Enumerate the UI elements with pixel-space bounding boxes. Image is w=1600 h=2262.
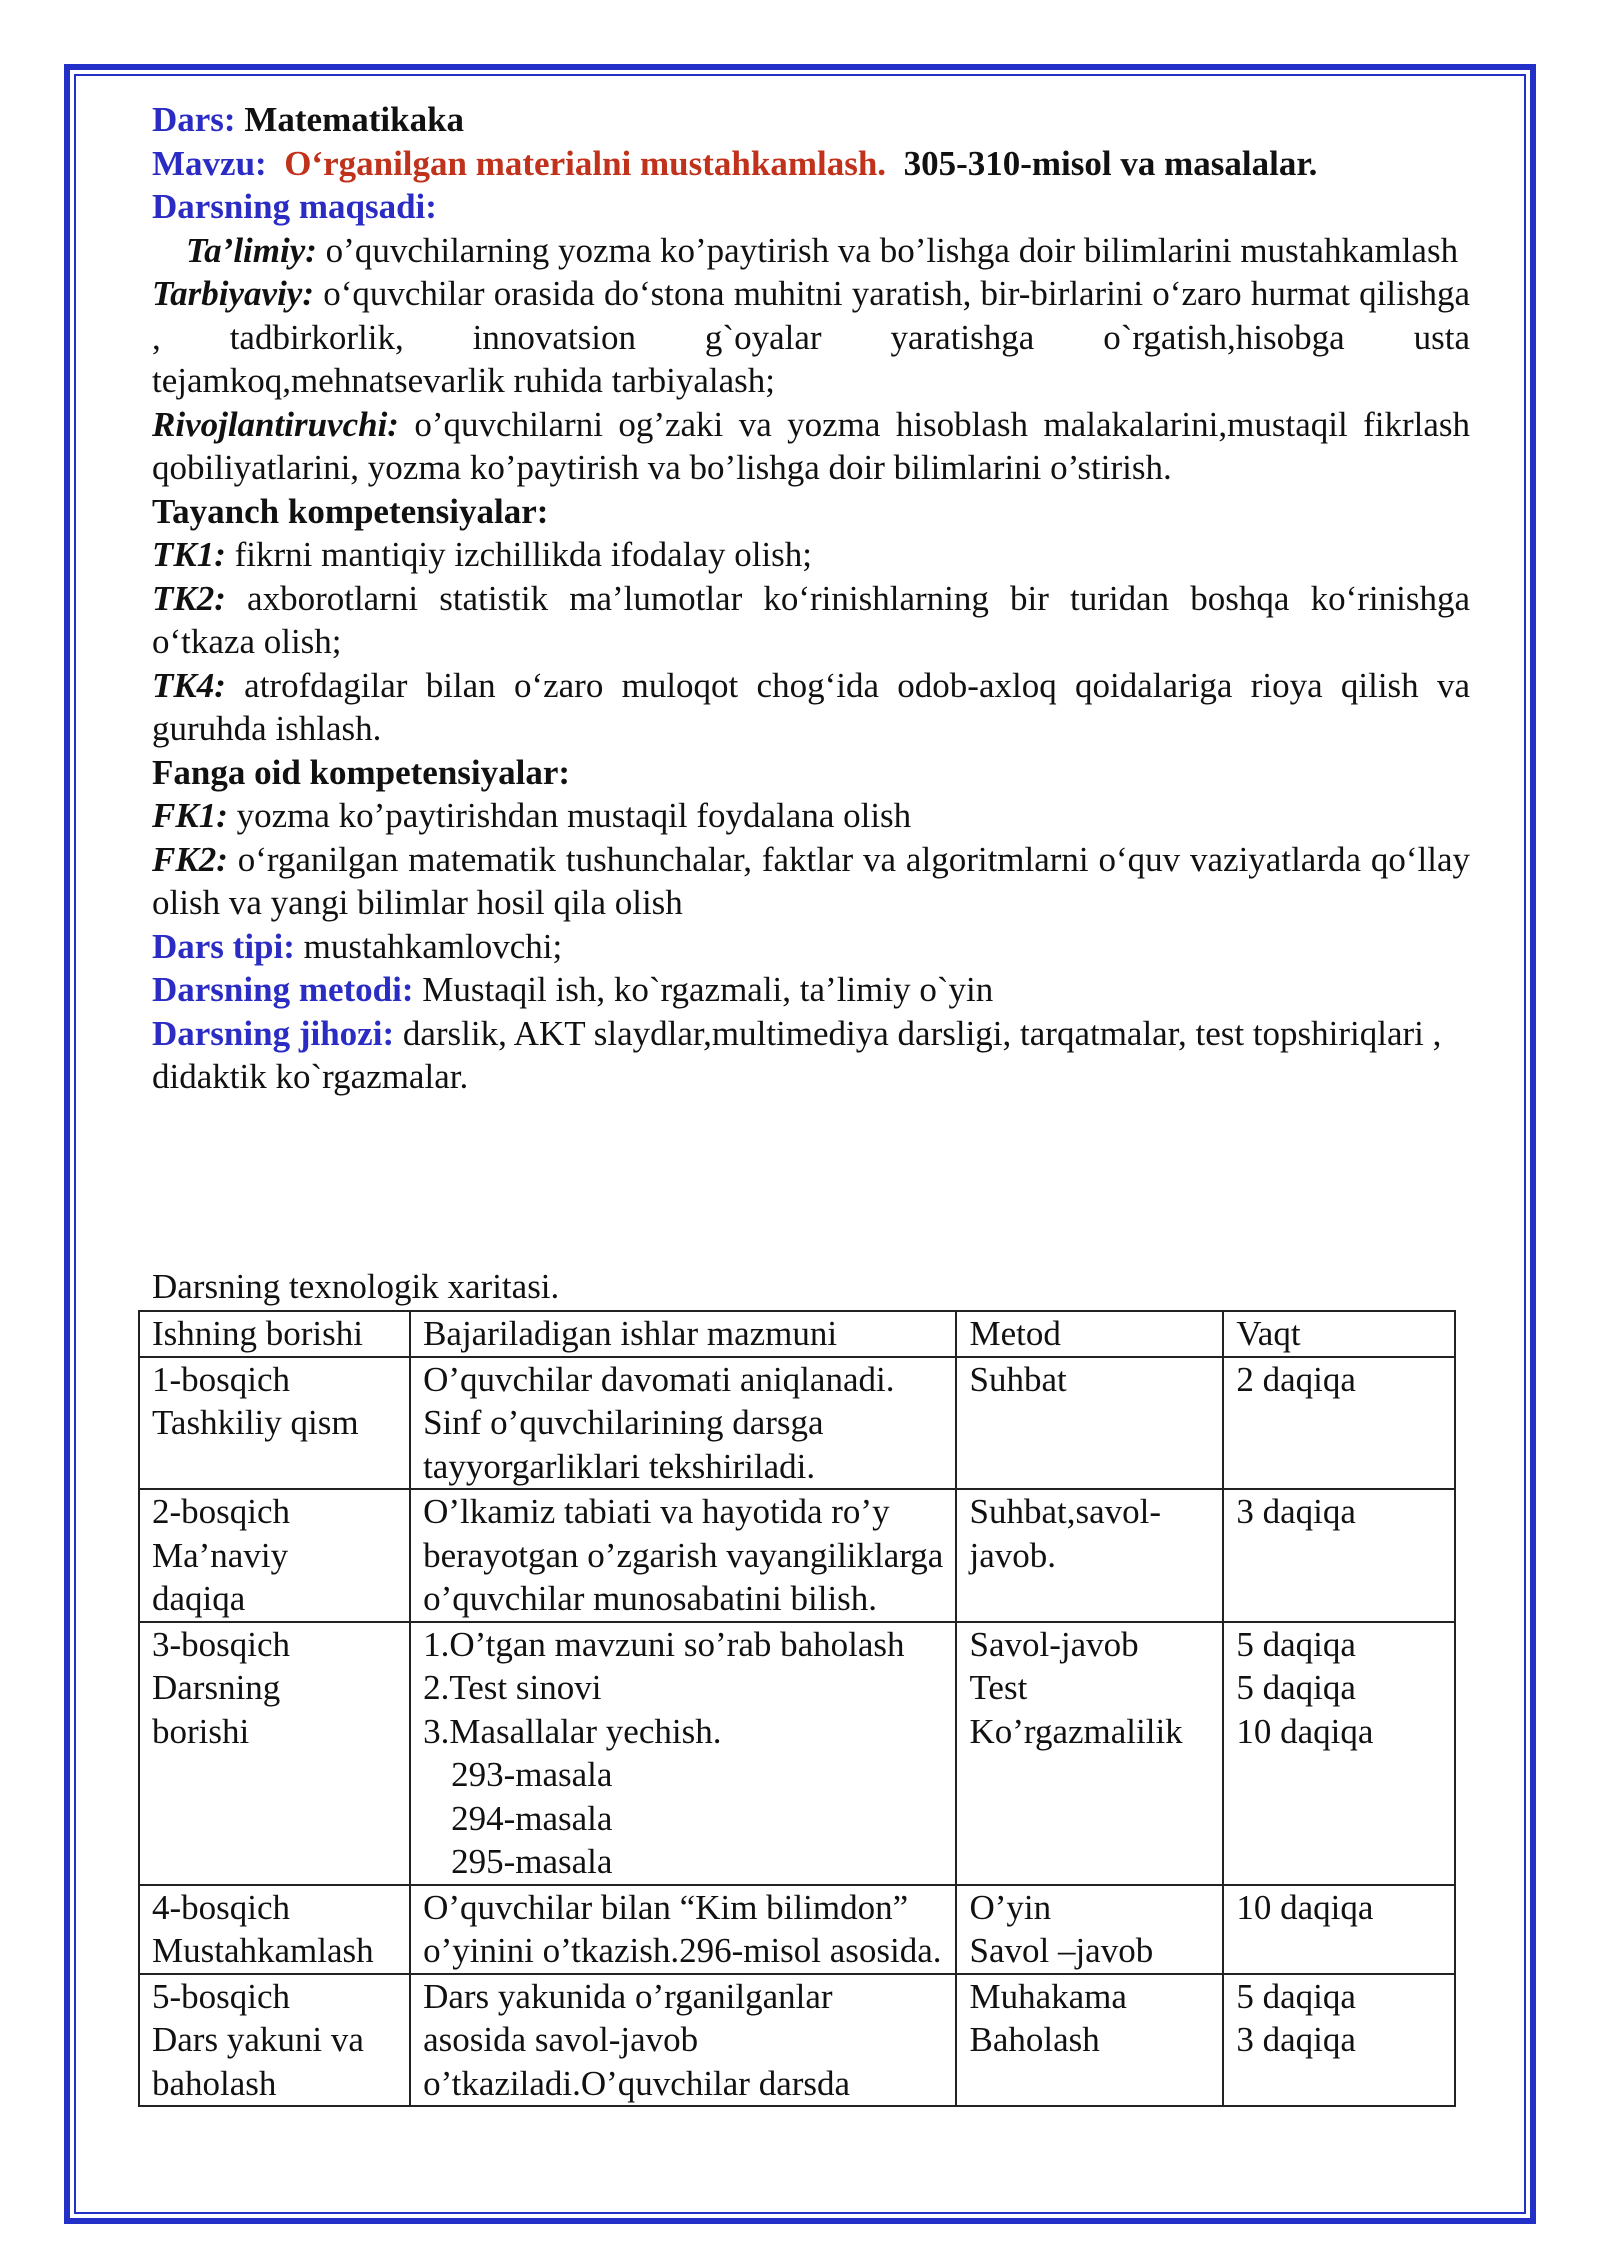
competency-fk2-text: o‘rganilgan matematik tushunchalar, faktlar va algoritmlarni o‘quv vaziyatlarda qo‘llay olish va yangi bilimlar hosil qila olish <box>152 839 1471 922</box>
core-competencies-heading: Tayanch kompetensiyalar: <box>152 491 549 531</box>
content-cell <box>410 1357 956 1490</box>
method-text: Savol-javob <box>969 1624 1139 1664</box>
table-row <box>139 1885 1455 1974</box>
table-row <box>139 1357 1455 1490</box>
table-row <box>139 1489 1455 1622</box>
competency-tk2-label: TK2: <box>152 578 226 618</box>
technology-map-table <box>138 1310 1456 2107</box>
lesson-equipment <box>152 1012 1470 1099</box>
lesson-equipment-text: darslik, AKT slaydlar,multimediya darsligi, tarqatmalar, test topshiriqlari , didaktik ko`rgazmalar. <box>152 1013 1442 1096</box>
table-row <box>139 1622 1455 1885</box>
lesson-type-text: mustahkamlovchi; <box>303 926 563 966</box>
lesson-equipment-label: Darsning jihozi: <box>152 1013 395 1053</box>
lesson-method-label: Darsning metodi: <box>152 970 414 1009</box>
method-cell <box>956 1357 1223 1490</box>
lesson-plan-header <box>152 98 1470 1099</box>
column-header-content: Bajariladigan ishlar mazmuni <box>410 1311 956 1357</box>
goal-upbringing <box>152 272 1470 403</box>
competency-tk4 <box>152 664 1470 751</box>
goal-upbringing-text: o‘quvchilar orasida do‘stona muhitni yaratish, bir-birlarini o‘zaro hurmat qilishga , tadbirkorlik, innovatsion g`oyalar yaratishga o`rgatish,hisobga usta tejamkoq,mehnatsevarlik ruhida tarbiyalash; <box>152 274 1471 400</box>
competency-tk2 <box>152 577 1470 664</box>
competency-tk4-text: atrofdagilar bilan o‘zaro muloqot chog‘ida odob-axloq qoidalariga rioya qilish va guruhda ishlash. <box>152 665 1470 748</box>
time-text: 5 daqiqa <box>1236 1668 1356 1707</box>
stage-number: 3-bosqich <box>152 1624 291 1664</box>
column-header-time: Vaqt <box>1223 1311 1455 1357</box>
goal-developing-text: o’quvchilarni og’zaki va yozma hisoblash malakalarini,mustaqil fikrlash qobiliyatlarini, yozma ko’paytirish va bo’lishga doir bilimlarini o’stirish. <box>152 404 1470 487</box>
method-text: Muhakama <box>969 1976 1127 2016</box>
stage-number: 4-bosqich <box>152 1887 291 1927</box>
time-cell <box>1223 1357 1455 1490</box>
content-text: O’quvchilar bilan “Kim bilimdon” o’yinini o’tkazish.296-misol asosida. <box>423 1887 942 1970</box>
table-row <box>139 1974 1455 2107</box>
content-cell <box>410 1622 956 1885</box>
time-text: 3 daqiqa <box>1236 2020 1356 2059</box>
lesson-method-text: Mustaqil ish, ko`rgazmali, ta’limiy o`yin <box>422 970 994 1009</box>
column-header-stage: Ishning borishi <box>139 1311 410 1357</box>
content-cell <box>410 1885 956 1974</box>
method-cell <box>956 1885 1223 1974</box>
method-text: Test <box>969 1668 1028 1707</box>
time-cell <box>1223 1885 1455 1974</box>
time-text: 5 daqiqa <box>1236 1624 1356 1664</box>
content-subitem: 295-masala <box>451 1842 613 1881</box>
goal-upbringing-label: Tarbiyaviy: <box>152 274 314 313</box>
stage-cell <box>139 1357 410 1490</box>
stage-title: Dars yakuni va baholash <box>152 2020 364 2103</box>
topic-exercises: 305-310-misol va masalalar. <box>903 143 1318 183</box>
goal-educational <box>152 229 1470 273</box>
stage-cell <box>139 1885 410 1974</box>
content-cell <box>410 1489 956 1622</box>
topic-label: Mavzu: <box>152 143 267 183</box>
goal-developing-label: Rivojlantiruvchi: <box>152 404 399 444</box>
method-cell <box>956 1622 1223 1885</box>
subject-line <box>152 98 1470 142</box>
time-text: 3 daqiqa <box>1236 1492 1356 1531</box>
competency-fk1-label: FK1: <box>152 796 228 835</box>
stage-title: Ma’naviy daqiqa <box>152 1535 289 1618</box>
lesson-method <box>152 968 1470 1012</box>
goal-educational-label: Ta’limiy: <box>186 230 317 270</box>
method-cell <box>956 1974 1223 2107</box>
content-line: 1.O’tgan mavzuni so’rab baholash <box>423 1624 905 1664</box>
time-text: 10 daqiqa <box>1236 1711 1374 1751</box>
time-text: 5 daqiqa <box>1236 1976 1356 2016</box>
time-cell <box>1223 1489 1455 1622</box>
goal-developing <box>152 403 1470 490</box>
subject-competencies-heading: Fanga oid kompetensiyalar: <box>152 752 571 792</box>
method-text: Suhbat <box>969 1359 1067 1399</box>
stage-cell <box>139 1489 410 1622</box>
stage-number: 5-bosqich <box>152 1976 291 2016</box>
content-text: O’quvchilar davomati aniqlanadi. Sinf o’quvchilarining darsga tayyorgarliklari tekshiriladi. <box>423 1359 895 1486</box>
stage-number: 2-bosqich <box>152 1492 291 1531</box>
stage-title: Tashkiliy qism <box>152 1403 359 1442</box>
method-text: Savol –javob <box>969 1931 1154 1970</box>
time-cell <box>1223 1974 1455 2107</box>
table-header-row <box>139 1311 1455 1357</box>
content-text: O’lkamiz tabiati va hayotida ro’y berayotgan o’zgarish vayangiliklarga o’quvchilar munosabatini bilish. <box>423 1492 944 1618</box>
column-header-method: Metod <box>956 1311 1223 1357</box>
content-subitem: 294-masala <box>451 1798 613 1838</box>
stage-number: 1-bosqich <box>152 1359 291 1399</box>
time-text: 2 daqiqa <box>1236 1359 1356 1399</box>
stage-cell <box>139 1974 410 2107</box>
topic-line <box>152 142 1470 186</box>
stage-cell <box>139 1622 410 1885</box>
subject-value: Matematikaka <box>244 100 465 139</box>
subject-label: Dars: <box>152 100 236 139</box>
method-text: O’yin <box>969 1887 1052 1927</box>
content-line: 3.Masallalar yechish. <box>423 1711 722 1751</box>
content-subitem: 293-masala <box>451 1755 613 1794</box>
method-cell <box>956 1489 1223 1622</box>
competency-fk2-label: FK2: <box>152 839 228 879</box>
method-text: Baholash <box>969 2020 1100 2059</box>
content-cell <box>410 1974 956 2107</box>
table-caption: Darsning texnologik xaritasi. <box>152 1267 560 1306</box>
stage-title: Mustahkamlash <box>152 1931 374 1970</box>
topic-value: O‘rganilgan materialni mustahkamlash. <box>284 143 887 183</box>
method-text: Suhbat,savol-javob. <box>969 1492 1161 1575</box>
competency-fk1 <box>152 794 1470 838</box>
goals-heading: Darsning maqsadi: <box>152 187 437 226</box>
lesson-type <box>152 925 1470 969</box>
method-text: Ko’rgazmalilik <box>969 1711 1183 1751</box>
competency-tk2-text: axborotlarni statistik ma’lumotlar ko‘rinishlarning bir turidan boshqa ko‘rinishga o‘tkaza olish; <box>152 578 1471 661</box>
stage-title: Darsning borishi <box>152 1668 281 1751</box>
competency-fk2 <box>152 838 1470 925</box>
time-cell <box>1223 1622 1455 1885</box>
lesson-type-label: Dars tipi: <box>152 926 295 966</box>
competency-tk4-label: TK4: <box>152 665 226 705</box>
competency-tk1-label: TK1: <box>152 535 226 574</box>
time-text: 10 daqiqa <box>1236 1887 1374 1927</box>
goal-educational-text: o’quvchilarning yozma ko’paytirish va bo’lishga doir bilimlarini mustahkamlash <box>325 230 1459 270</box>
competency-tk1 <box>152 533 1470 577</box>
content-line: 2.Test sinovi <box>423 1668 602 1707</box>
competency-tk1-text: fikrni mantiqiy izchillikda ifodalay olish; <box>234 535 813 574</box>
content-text: Dars yakunida o’rganilganlar asosida savol-javob o’tkaziladi.O’quvchilar darsda <box>423 1976 851 2103</box>
competency-fk1-text: yozma ko’paytirishdan mustaqil foydalana olish <box>236 796 912 835</box>
